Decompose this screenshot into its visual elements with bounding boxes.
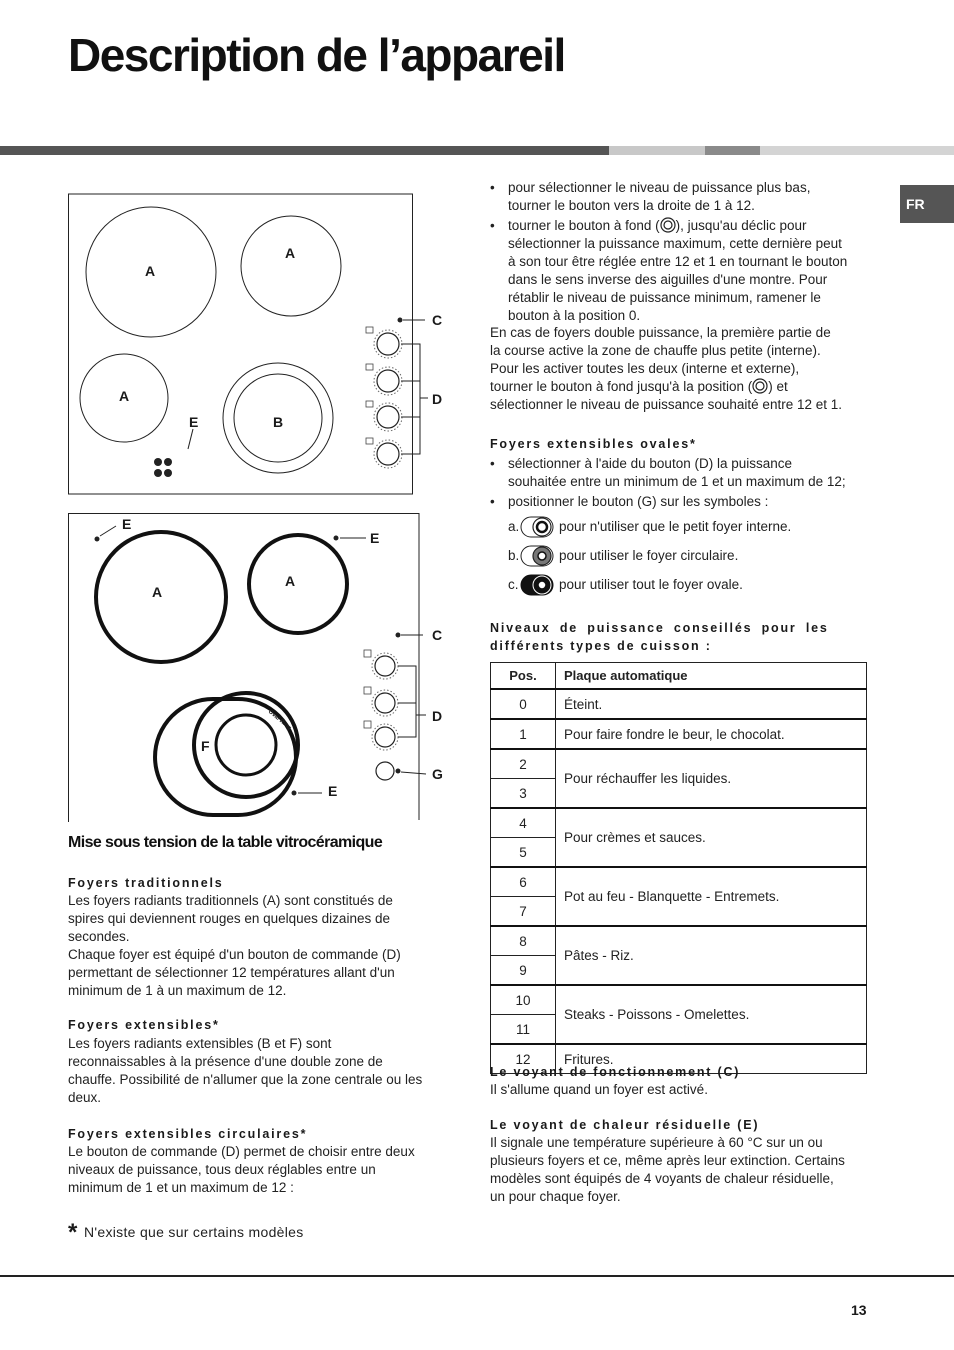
paragraph-double-power: En cas de foyers double puissance, la première partie de la course active la zone de chauffe plus petite (interne). Pour les activer toutes les deux (interne et externe), tourner le bouton à fond jusqu'à la position ( ) et sélectionner le niveau de puissance souhaité entre 12 et 1.	[490, 325, 842, 412]
label-c: C	[432, 312, 443, 328]
heading-oval: Foyers extensibles ovales*	[490, 437, 697, 451]
heading-traditional: Foyers traditionnels	[68, 876, 224, 890]
full-power-icon	[660, 217, 676, 233]
inner-zone-symbol-icon	[520, 515, 556, 539]
indicator-c-light	[398, 318, 403, 323]
page-number: 13	[851, 1302, 867, 1318]
paragraph-extensible: Les foyers radiants extensibles (B et F) sont reconnaissables à la présence d'une double zone de chauffe. Possibilité de n'allumer que la zone centrale ou les deux.	[68, 1036, 423, 1105]
hob-diagram-traditional	[68, 193, 448, 497]
table-row: 10 Steaks - Poissons - Omelettes.	[491, 985, 867, 1015]
label-e: E	[122, 516, 132, 532]
footnote: N'existe que sur certains modèles	[84, 1224, 304, 1240]
label-d: D	[432, 391, 443, 407]
table-row: 4 Pour crèmes et sauces.	[491, 808, 867, 838]
heading-indicator-c: Le voyant de fonctionnement (C)	[490, 1065, 741, 1079]
symbol-b-row: b. pour utiliser le foyer circulaire.	[508, 544, 868, 570]
label-d: D	[432, 708, 443, 724]
label-a: A	[145, 263, 156, 279]
language-tab: FR	[900, 185, 954, 223]
heading-circular: Foyers extensibles circulaires*	[68, 1127, 308, 1141]
table-row: 6 Pot au feu - Blanquette - Entremets.	[491, 867, 867, 897]
full-power-icon	[752, 378, 768, 394]
label-e: E	[189, 414, 199, 430]
label-a: A	[285, 573, 296, 589]
table-row: 5	[491, 838, 867, 868]
label-c: C	[432, 627, 443, 643]
table-header-row	[491, 663, 867, 690]
table-row: 1 Pour faire fondre le beur, le chocolat.	[491, 719, 867, 749]
hotplate-a-right	[249, 535, 347, 633]
symbol-c-row: c. pour utiliser tout le foyer ovale.	[508, 573, 868, 599]
section-title: Mise sous tension de la table vitrocéramique	[68, 834, 383, 851]
table-row: 3	[491, 779, 867, 809]
header-bar-light	[609, 146, 705, 155]
label-b: B	[273, 414, 284, 430]
oval-ring-text: Oval Ring	[266, 708, 293, 732]
symbol-a-row: a. pour n'utiliser que le petit foyer interne.	[508, 515, 868, 541]
label-g: G	[432, 766, 443, 782]
residual-heat-lights	[154, 458, 172, 477]
control-knobs	[364, 650, 398, 780]
page-title: Description de l’appareil	[68, 29, 565, 81]
bullet-oval-select: • sélectionner à l'aide du bouton (D) la puissance souhaitée entre un minimum de 1 et un maximum de 12;	[490, 456, 846, 489]
header-bar-light	[760, 146, 954, 155]
paragraph-indicator-e: Il signale une température supérieure à 60 °C sur un ou plusieurs foyers et ce, même après leur extinction. Certains modèles sont équipés de 4 voyants de chaleur résiduelle, un pour chaque foyer.	[490, 1135, 845, 1204]
oval-zone-symbol-icon	[520, 573, 556, 597]
power-levels-table	[490, 662, 867, 1074]
footer-rule	[0, 1275, 954, 1277]
col-header-plate: Plaque automatique	[556, 663, 867, 690]
hotplate-f-inner	[216, 715, 276, 775]
bullet-max-power: • tourner le bouton à fond ( ), jusqu'au déclic pour sélectionner la puissance maximum, cette dernière peut à son tour être réglée entre 12 et 1 en tournant le bouton dans le sens inverse des aiguilles d'une montre. Pour rétablir le niveau de puissance minimum, ramener le bouton à la position 0.	[490, 218, 848, 323]
table-row: 12 Fritures.	[491, 1044, 867, 1074]
table-row: 8 Pâtes - Riz.	[491, 926, 867, 956]
paragraph-circular: Le bouton de commande (D) permet de choisir entre deux niveaux de puissance, tous deux réglables entre un minimum de 1 et un maximum de 12 :	[68, 1144, 415, 1195]
heading-indicator-e: Le voyant de chaleur résiduelle (E)	[490, 1118, 760, 1132]
header-bar-mid	[705, 146, 760, 155]
heading-levels: Niveaux de puissance conseillés pour les différents types de cuisson :	[490, 621, 829, 653]
control-knobs	[366, 327, 402, 468]
table-row: 9	[491, 956, 867, 986]
label-e: E	[328, 783, 338, 799]
label-a: A	[119, 388, 130, 404]
label-e: E	[370, 530, 380, 546]
hotplate-a-top-right	[241, 216, 341, 316]
table-row: 7	[491, 897, 867, 927]
label-a: A	[152, 584, 163, 600]
heading-extensible: Foyers extensibles*	[68, 1018, 220, 1032]
col-header-pos: Pos.	[491, 663, 556, 690]
bullet-lowest-power: • pour sélectionner le niveau de puissance plus bas, tourner le bouton vers la droite de 1 à 12.	[490, 180, 811, 213]
header-bar-dark	[0, 146, 609, 155]
bullet-oval-position: • positionner le bouton (G) sur les symboles :	[490, 494, 769, 509]
footnote-star: *	[68, 1219, 78, 1246]
hob-diagram-extensible	[68, 512, 448, 822]
circular-zone-symbol-icon	[520, 544, 556, 568]
table-row: 0 Éteint.	[491, 689, 867, 719]
table-row: 11	[491, 1015, 867, 1045]
paragraph-traditional: Les foyers radiants traditionnels (A) sont constitués de spires qui deviennent rouges en quelques dizaines de secondes. Chaque foyer est équipé d'un bouton de commande (D) permettant de sélectionner 12 températures allant d'un minimum de 1 à un maximum de 12.	[68, 893, 401, 998]
label-a: A	[285, 245, 296, 261]
label-f: F	[201, 738, 210, 754]
table-row: 2 Pour réchauffer les liquides.	[491, 749, 867, 779]
paragraph-indicator-c: Il s'allume quand un foyer est activé.	[490, 1082, 708, 1097]
indicator-c-light	[396, 633, 401, 638]
